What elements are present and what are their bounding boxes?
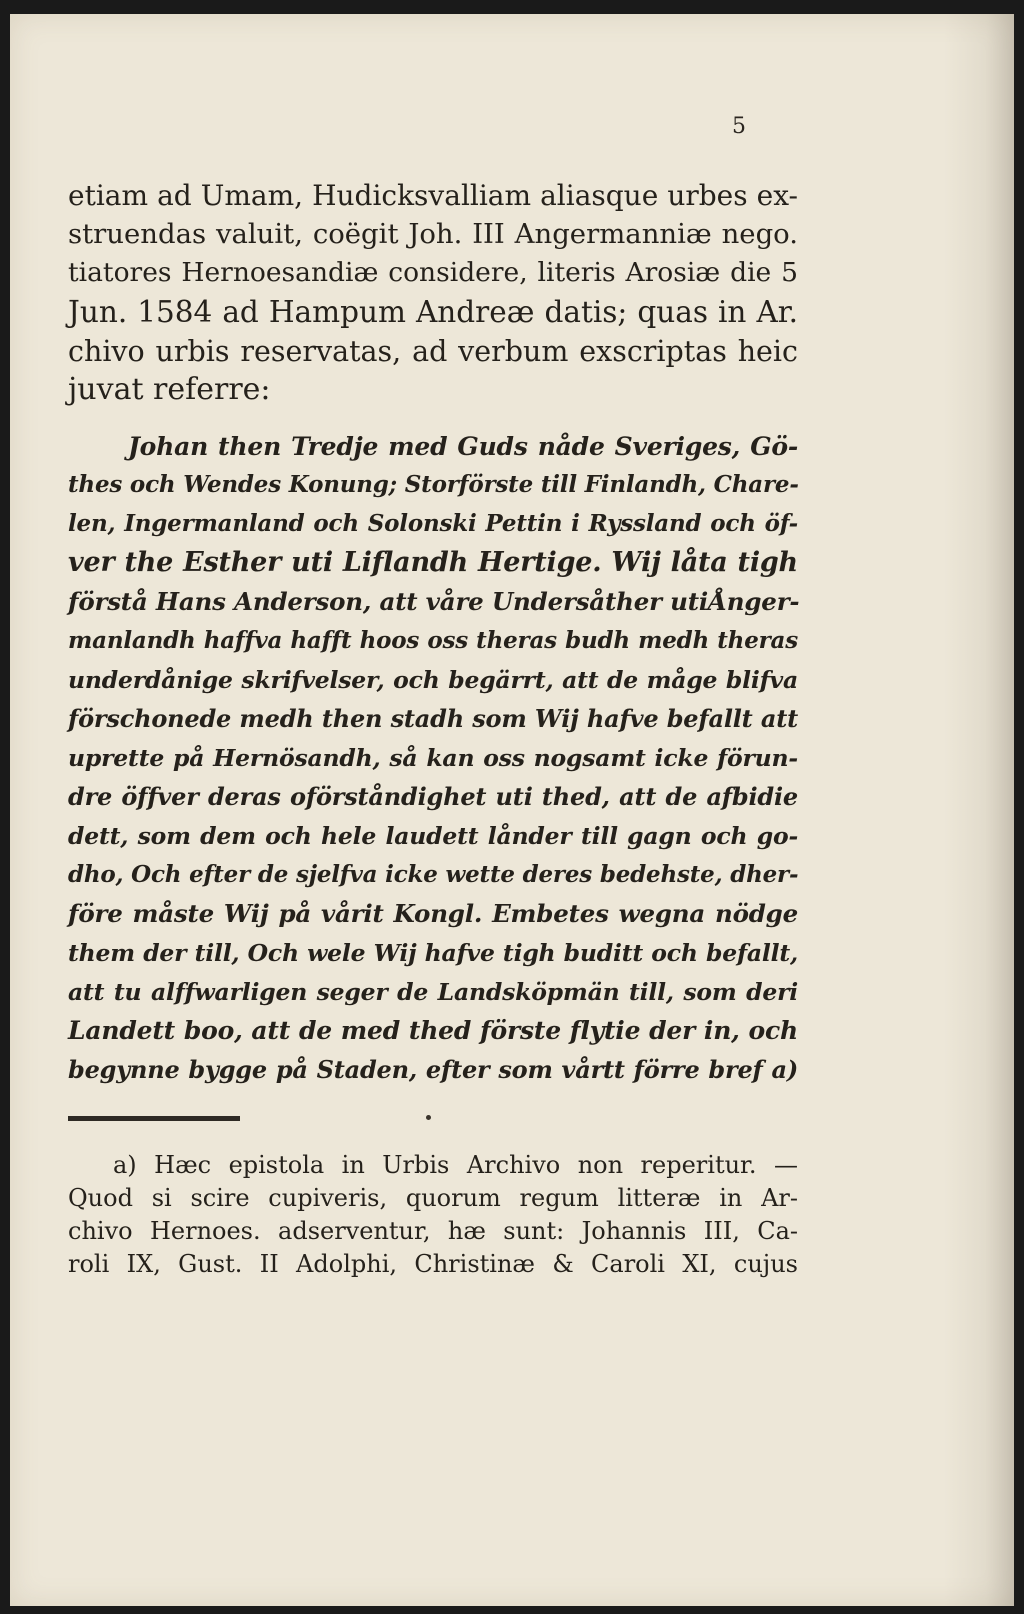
footnote-rule	[68, 1116, 240, 1121]
page-fold-shadow	[944, 14, 1014, 1606]
letter-line: dho, Och efter de sjelfva icke wette deres bedehste, dher-	[68, 861, 799, 888]
letter-line: förschonede medh then stadh som Wij hafve befallt att	[68, 704, 798, 733]
letter-line: begynne bygge på Staden, efter som vårtt förre bref a)	[68, 1055, 798, 1084]
letter-line: dett, som dem och hele laudett lånder till gagn och go-	[68, 822, 798, 850]
letter-line: uprette på Hernösandh, så kan oss nogsamt icke förun-	[68, 744, 798, 772]
book-page	[10, 14, 1014, 1606]
body-line: struendas valuit, coëgit Joh. III Angermanniæ nego.	[68, 218, 798, 250]
letter-line: ver the Esther uti Liflandh Hertige. Wij låta tigh	[68, 547, 798, 578]
letter-line: thes och Wendes Konung; Storförste till Finlandh, Chare-	[68, 471, 799, 498]
letter-line: att tu alffwarligen seger de Landsköpmän till, som deri	[68, 978, 798, 1006]
page-number: 5	[732, 114, 747, 139]
footnote-line: roli IX, Gust. II Adolphi, Christinæ & Caroli XI, cujus	[68, 1250, 798, 1278]
body-line: chivo urbis reservatas, ad verbum exscriptas heic	[68, 335, 798, 368]
letter-line: len, Ingermanland och Solonski Pettin i Ryssland och öf-	[68, 510, 798, 537]
letter-line: manlandh haffva hafft hoos oss theras budh medh theras	[68, 627, 798, 654]
body-line: Jun. 1584 ad Hampum Andreæ datis; quas in Ar.	[68, 295, 798, 329]
letter-line: Johan then Tredje med Guds nåde Sveriges, Gö-	[128, 432, 798, 461]
body-line: tiatores Hernoesandiæ considere, literis Arosiæ die 5	[68, 257, 798, 288]
footnote-line: a) Hæc epistola in Urbis Archivo non reperitur. —	[113, 1151, 798, 1179]
body-line: juvat referre:	[68, 372, 271, 407]
letter-line: förstå Hans Anderson, att våre Undersåther utiÅnger-	[68, 587, 800, 616]
letter-line: underdånige skrifvelser, och begärrt, att de måge blifva	[68, 666, 798, 694]
footnote-line: Quod si scire cupiveris, quorum regum litteræ in Ar-	[68, 1184, 798, 1212]
letter-line: före måste Wij på vårit Kongl. Embetes wegna nödge	[68, 899, 798, 928]
rule-dot	[426, 1115, 431, 1120]
letter-line: Landett boo, att de med thed förste flytie der in, och	[68, 1016, 798, 1045]
letter-line: dre öffver deras oförståndighet uti thed, att de afbidie	[68, 782, 798, 811]
footnote-line: chivo Hernoes. adserventur, hæ sunt: Johannis III, Ca-	[68, 1217, 798, 1245]
letter-line: them der till, Och wele Wij hafve tigh buditt och befallt,	[68, 939, 798, 967]
body-line: etiam ad Umam, Hudicksvalliam aliasque urbes ex-	[68, 179, 798, 212]
